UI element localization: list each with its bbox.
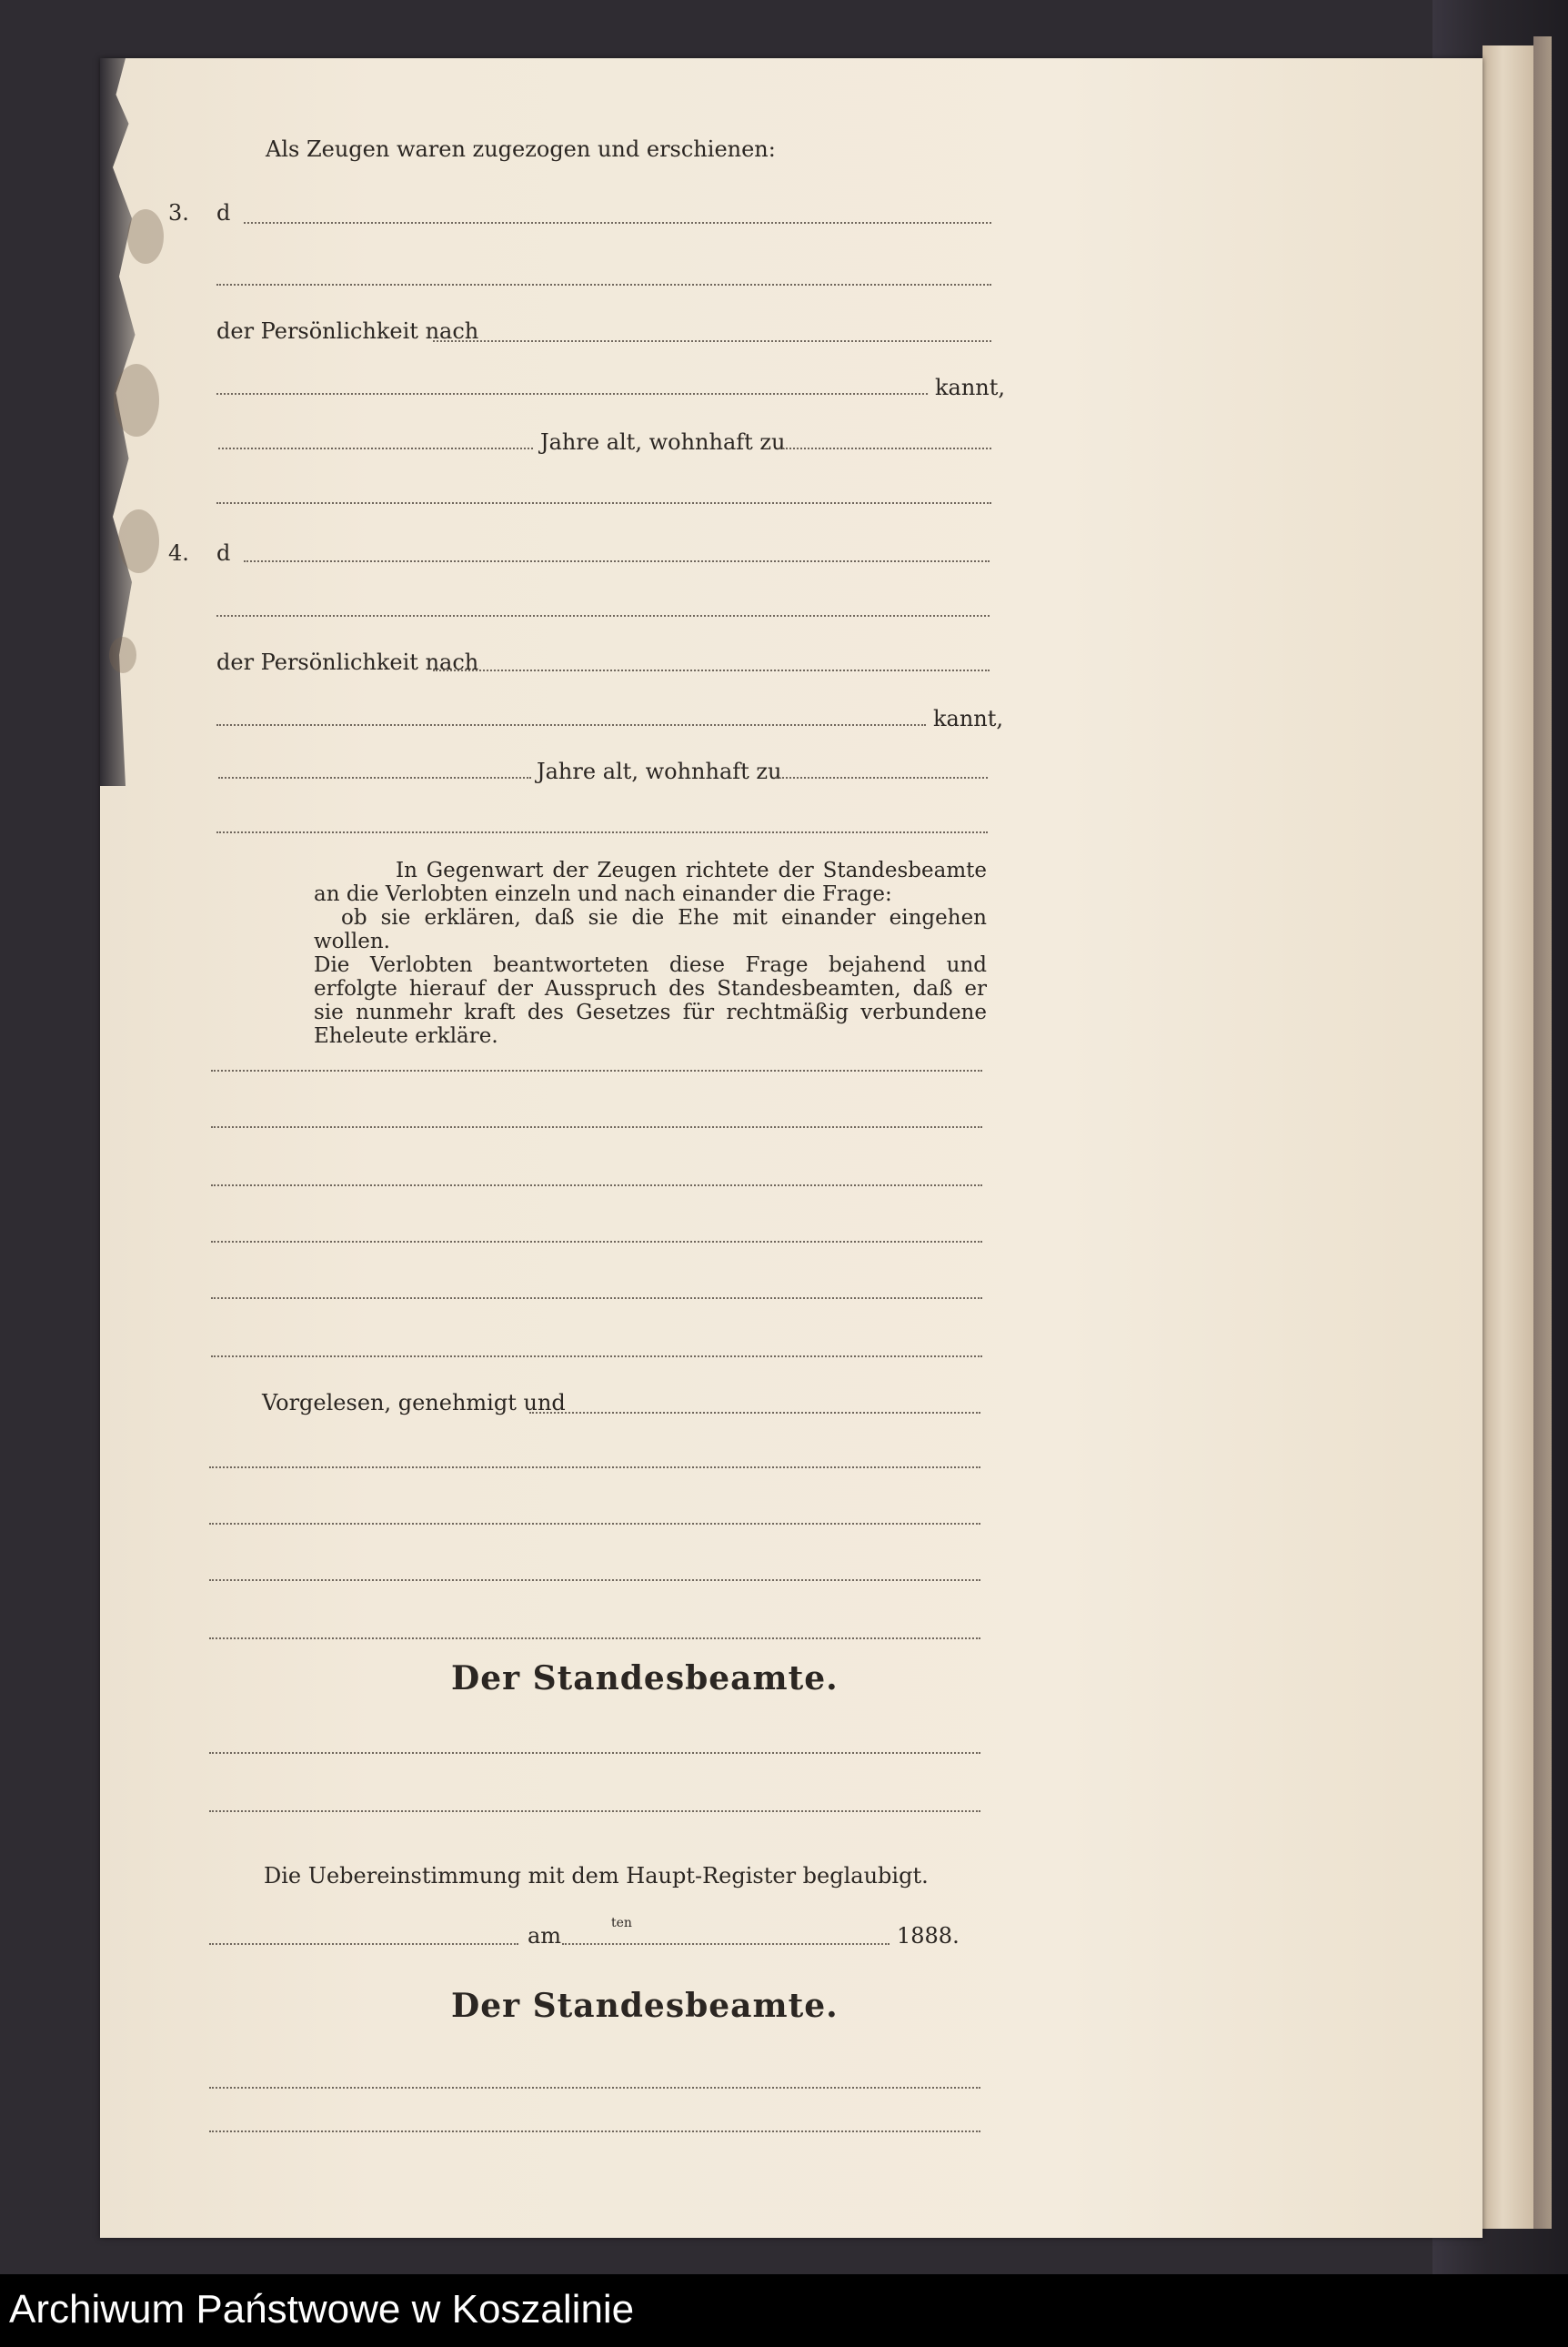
witness-3-residence-line[interactable]	[779, 448, 991, 449]
witness-3-identity-line[interactable]	[433, 340, 991, 342]
witness-3-line-2[interactable]	[216, 284, 991, 286]
ceremony-line-3: Die Verlobten beantworteten diese Frage bejahend und erfolgte hierauf der Ausspruch des Standesbeamten, daß er sie nunmehr kraft des Gesetzes für rechtmäßig verbundene Eheleute erkläre.	[314, 953, 987, 1048]
registrar-heading-2: Der Standesbeamte.	[451, 1987, 839, 2025]
signature-line-2[interactable]	[209, 1523, 980, 1525]
registrar-line-1[interactable]	[209, 1752, 980, 1754]
witness-4-known: kannt,	[933, 706, 1004, 731]
witness-4-known-line[interactable]	[216, 724, 926, 726]
stain	[127, 209, 164, 264]
page-edge	[1483, 45, 1533, 2229]
ceremony-line-1: In Gegenwart der Zeugen richtete der Standesbeamte an die Verlobten einzeln und nach einander die Frage:	[314, 859, 987, 906]
witness-3-known-line[interactable]	[216, 393, 928, 395]
witness-3-number: 3.	[168, 200, 189, 226]
date-am: am	[528, 1923, 562, 1949]
archive-footer	[0, 2274, 1568, 2347]
blank-line-2[interactable]	[211, 1126, 982, 1128]
date-year: 1888.	[897, 1923, 960, 1949]
ceremony-paragraph	[314, 859, 987, 1048]
witness-4-identity: der Persönlichkeit nach	[216, 650, 479, 675]
witnesses-intro: Als Zeugen waren zugezogen und erschienen:	[266, 136, 776, 162]
witness-4-age-residence: Jahre alt, wohnhaft zu	[537, 759, 782, 784]
signature-line-3[interactable]	[209, 1579, 980, 1581]
witness-3-line-4[interactable]	[216, 502, 991, 504]
blank-line-5[interactable]	[211, 1297, 982, 1299]
signature-line-4[interactable]	[209, 1637, 980, 1639]
witness-3-known: kannt,	[935, 375, 1006, 400]
witness-4-number: 4.	[168, 540, 189, 566]
witness-4-identity-line[interactable]	[433, 670, 990, 671]
witness-3-age-residence: Jahre alt, wohnhaft zu	[540, 429, 786, 455]
stain	[109, 637, 136, 673]
witness-3-prefix: d	[216, 200, 231, 226]
date-ten: ten	[611, 1916, 632, 1930]
registrar-heading-1: Der Standesbeamte.	[451, 1659, 839, 1697]
certification-text: Die Uebereinstimmung mit dem Haupt-Register beglaubigt.	[264, 1863, 929, 1889]
date-line[interactable]	[562, 1943, 890, 1945]
witness-4-age-line[interactable]	[218, 777, 531, 779]
witness-3-age-line[interactable]	[218, 448, 533, 449]
witness-4-prefix: d	[216, 540, 231, 566]
registrar2-line-1[interactable]	[209, 2087, 980, 2089]
witness-3-name-line[interactable]	[244, 222, 991, 224]
ceremony-line-2: ob sie erklären, daß sie die Ehe mit einander eingehen wollen.	[314, 906, 987, 953]
place-line[interactable]	[209, 1943, 518, 1945]
witness-4-line-4[interactable]	[216, 831, 988, 833]
witness-3-identity: der Persönlichkeit nach	[216, 318, 479, 344]
cover-edge	[1533, 36, 1552, 2229]
registrar-line-2[interactable]	[209, 1810, 980, 1812]
registrar2-line-2[interactable]	[209, 2130, 980, 2132]
blank-line-1[interactable]	[211, 1070, 982, 1072]
witness-4-line-2[interactable]	[216, 615, 990, 617]
stain	[114, 364, 159, 437]
register-page	[100, 58, 1483, 2238]
archive-name: Archiwum Państwowe w Koszalinie	[9, 2287, 635, 2332]
witness-4-name-line[interactable]	[244, 560, 990, 562]
blank-line-3[interactable]	[211, 1184, 982, 1186]
blank-line-6[interactable]	[211, 1355, 982, 1357]
signature-line-1[interactable]	[209, 1466, 980, 1468]
witness-4-residence-line[interactable]	[775, 777, 988, 779]
read-approved-line[interactable]	[529, 1412, 980, 1414]
read-approved-label: Vorgelesen, genehmigt und	[262, 1390, 566, 1415]
stain	[118, 509, 159, 573]
blank-line-4[interactable]	[211, 1241, 982, 1243]
